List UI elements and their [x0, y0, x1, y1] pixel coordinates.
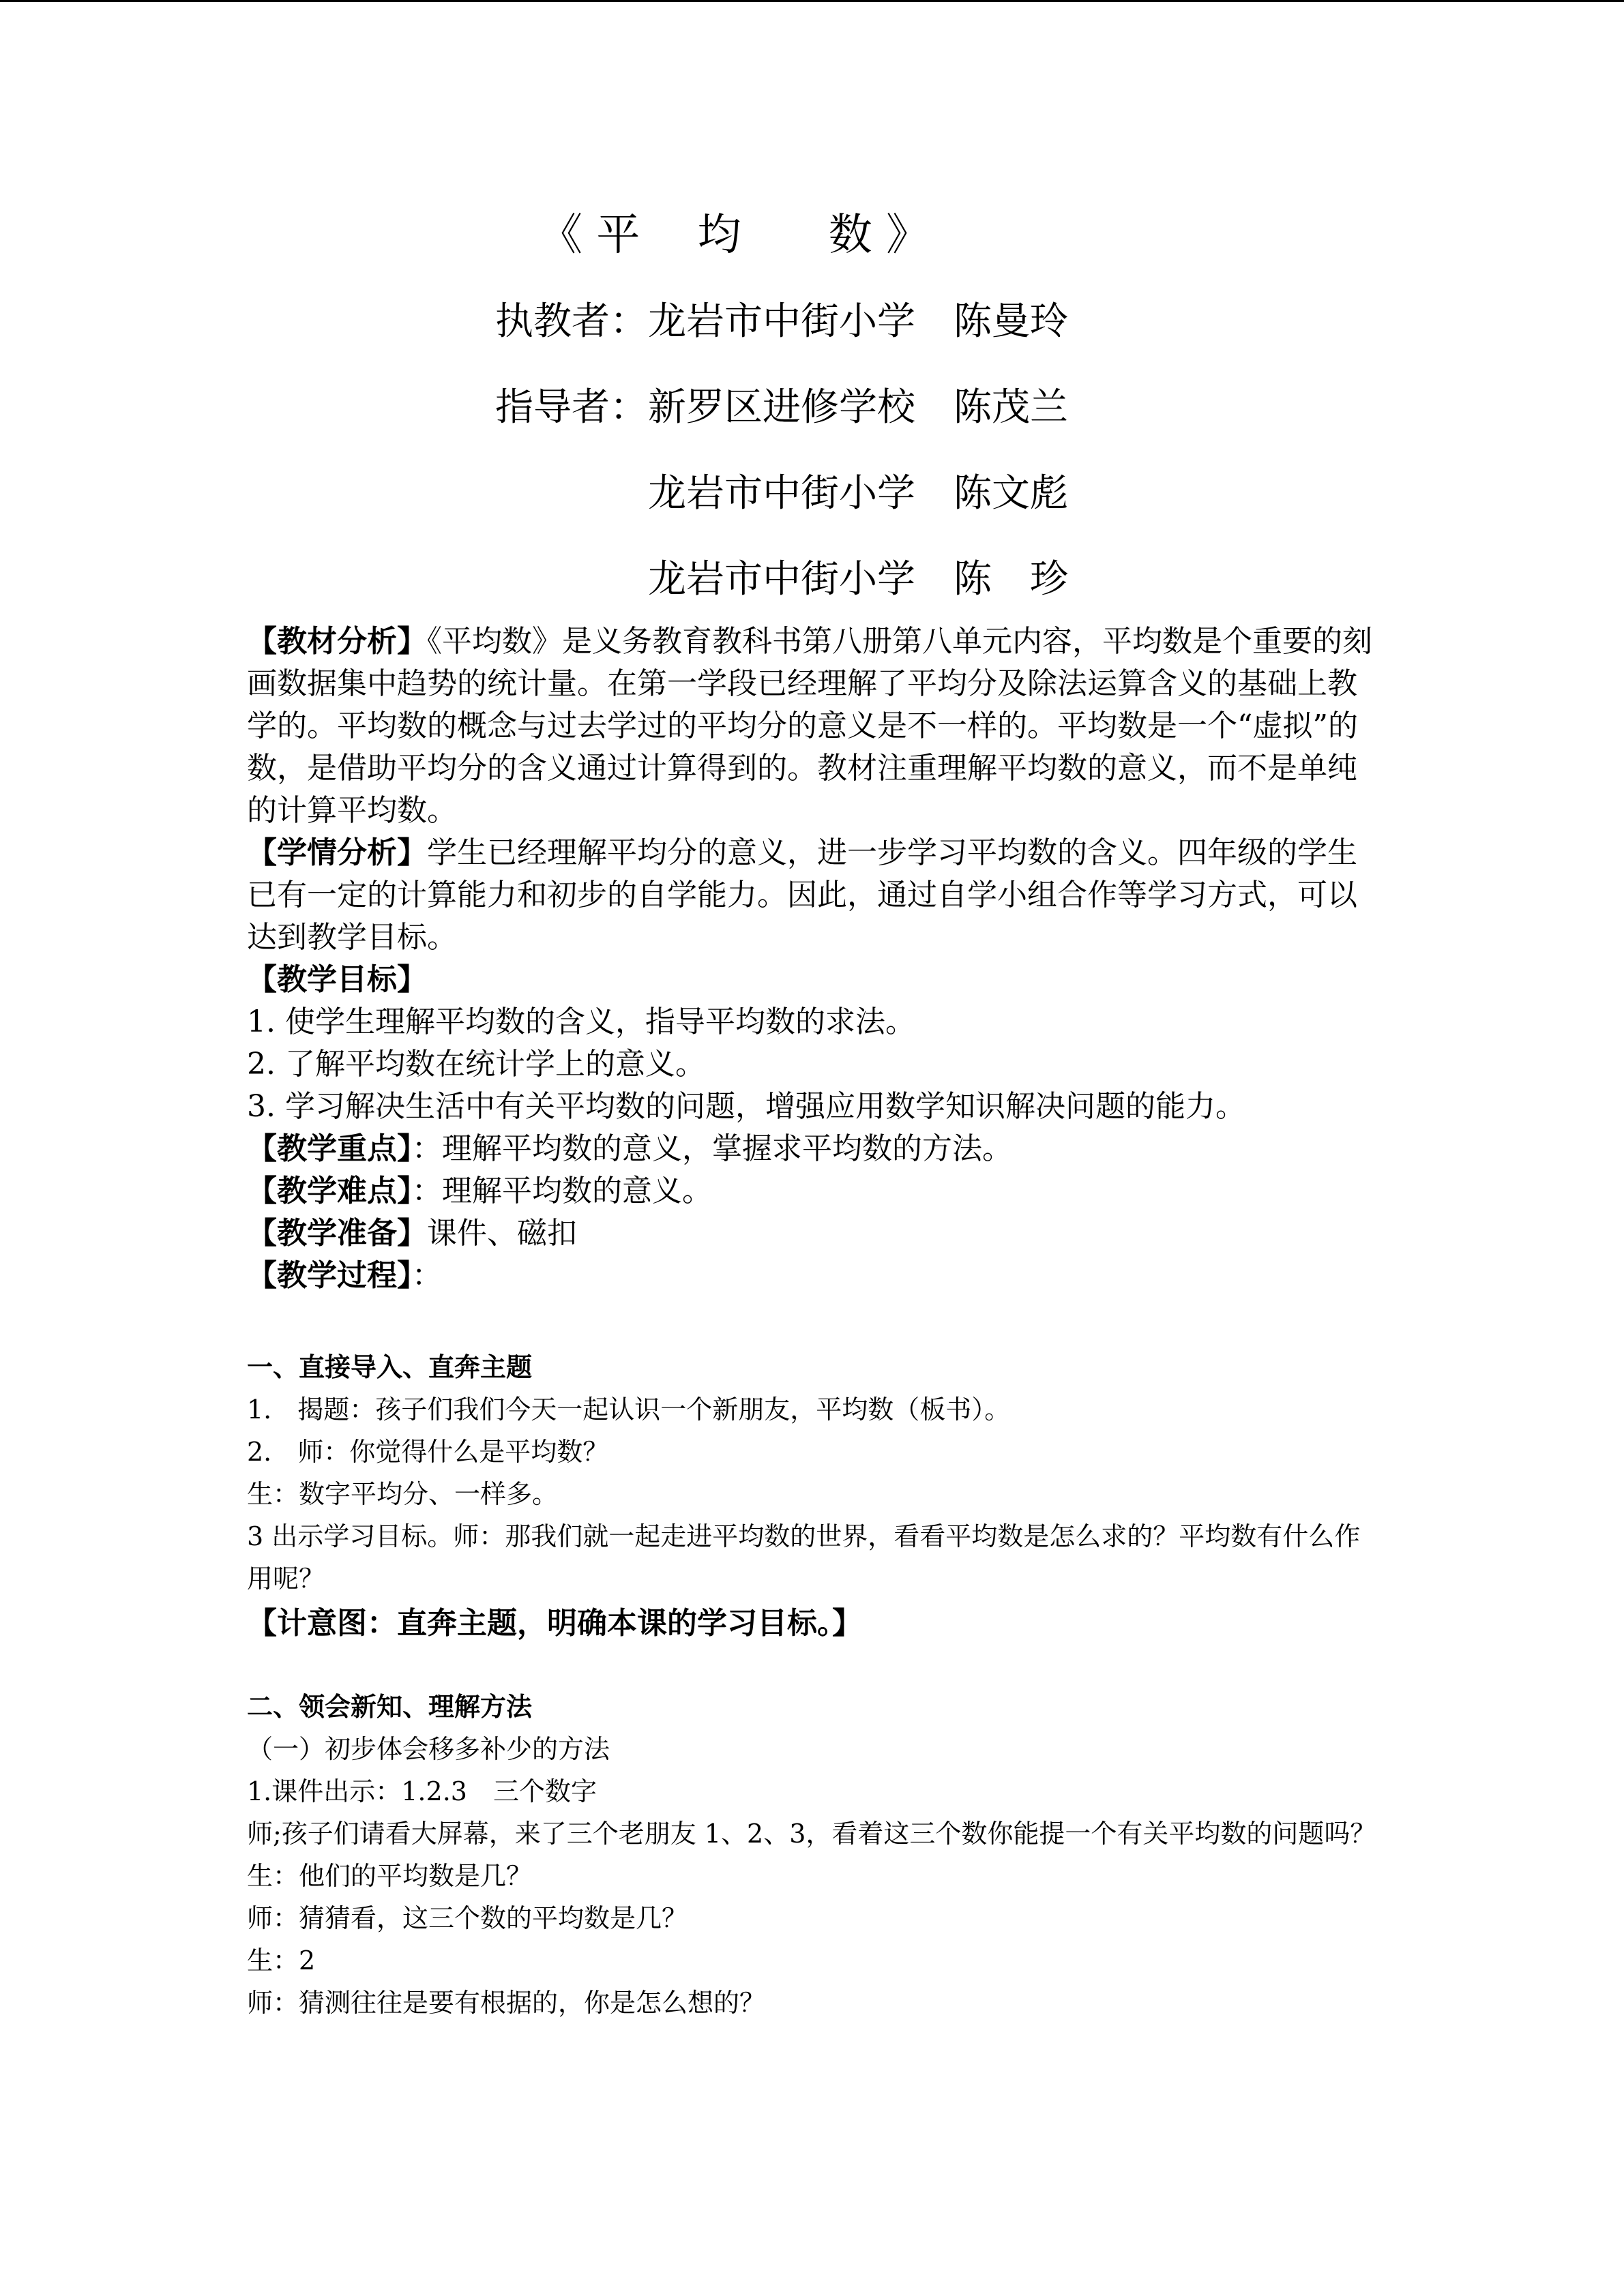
advisor-line-2	[648, 469, 1068, 518]
advisor-name: 陈茂兰	[954, 385, 1068, 430]
key-point-line	[247, 1128, 1379, 1170]
section-2-line: 师：猜测往往是要有根据的，你是怎么想的？	[247, 1988, 766, 2018]
student-analysis-paragraph	[247, 832, 1379, 959]
difficulty-label: 【教学难点】	[247, 1174, 412, 1208]
section-2	[247, 1686, 1379, 2024]
advisor-school: 龙岩市中街小学	[648, 471, 915, 516]
advisor-school: 龙岩市中街小学	[648, 557, 915, 601]
difficulty-text: ：理解平均数的意义。	[412, 1174, 712, 1208]
section-1-title: 一、直接导入、直奔主题	[247, 1352, 533, 1382]
teacher-school: 龙岩市中街小学	[648, 299, 915, 344]
advisor-label: 指导者：	[495, 385, 648, 430]
student-analysis-text: 学生已经理解平均分的意义，进一步学习平均数的含义。四年级的学生已有一定的计算能力和初步的自学能力。因此，通过自学小组合作等学习方式，可以达到教学目标。	[247, 835, 1357, 955]
goal-item: 2. 了解平均数在统计学上的意义。	[247, 1047, 705, 1082]
process-line	[247, 1255, 1379, 1297]
goal-item: 1. 使学生理解平均数的含义，指导平均数的求法。	[247, 1004, 915, 1039]
section-2-title: 二、领会新知、理解方法	[247, 1692, 533, 1722]
advisor-line-3	[648, 555, 1068, 604]
student-analysis-label: 【学情分析】	[247, 835, 427, 870]
teacher-label: 执教者：	[495, 299, 648, 344]
section-1-line: 3 出示学习目标。师：那我们就一起走进平均数的世界，看看平均数是怎么求的？平均数有什么作用呢？	[247, 1521, 1361, 1594]
material-analysis-label: 【教材分析】	[247, 624, 427, 659]
section-1-line: 2. 师：你觉得什么是平均数？	[247, 1437, 609, 1467]
key-point-label: 【教学重点】	[247, 1131, 412, 1166]
section-2-line: 1.课件出示：1.2.3 三个数字	[247, 1776, 597, 1806]
process-text: ：	[412, 1258, 442, 1293]
document-title: 《 平 均 数 》	[539, 210, 930, 260]
advisor-name: 陈 珍	[954, 557, 1068, 601]
material-analysis-paragraph	[247, 621, 1379, 832]
advisor-school: 新罗区进修学校	[648, 385, 915, 430]
section-2-line: 生：2	[247, 1945, 316, 1976]
goals-label: 【教学目标】	[247, 962, 427, 997]
key-point-text: ：理解平均数的意义，掌握求平均数的方法。	[412, 1131, 1012, 1166]
section-2-line: （一）初步体会移多补少的方法	[247, 1734, 610, 1764]
top-border-line	[0, 0, 1624, 2]
advisor-line-1	[495, 383, 1068, 432]
teacher-line	[495, 297, 1068, 346]
section-1	[247, 1346, 1379, 1648]
analysis-block	[247, 621, 1379, 1297]
section-2-line: 师;孩子们请看大屏幕，来了三个老朋友 1、2、3，看着这三个数你能提一个有关平均数的问题吗？	[247, 1819, 1376, 1849]
advisor-name: 陈文彪	[954, 471, 1068, 516]
section-1-design-note: 【计意图：直奔主题，明确本课的学习目标。】	[247, 1606, 862, 1641]
process-label: 【教学过程】	[247, 1258, 412, 1293]
preparation-line	[247, 1212, 1379, 1255]
preparation-label: 【教学准备】	[247, 1216, 427, 1251]
goal-item: 3. 学习解决生活中有关平均数的问题，增强应用数学知识解决问题的能力。	[247, 1089, 1245, 1124]
section-1-line: 1. 揭题：孩子们我们今天一起认识一个新朋友，平均数（板书）。	[247, 1395, 1011, 1425]
section-2-line: 生：他们的平均数是几？	[247, 1861, 533, 1891]
teacher-name: 陈曼玲	[954, 299, 1068, 344]
material-analysis-text: 《平均数》是义务教育教科书第八册第八单元内容，平均数是个重要的刻画数据集中趋势的统计量。在第一学段已经理解了平均分及除法运算含义的基础上教学的。平均数的概念与过去学过的平均分的意义是不一样的。平均数是一个“虚拟”的数，是借助平均分的含义通过计算得到的。教材注重理解平均数的意义，而不是单纯的计算平均数。	[247, 624, 1372, 828]
section-1-line: 生：数字平均分、一样多。	[247, 1479, 559, 1509]
difficulty-line	[247, 1170, 1379, 1212]
preparation-text: 课件、磁扣	[427, 1216, 577, 1251]
section-2-line: 师：猜猜看，这三个数的平均数是几？	[247, 1903, 688, 1933]
